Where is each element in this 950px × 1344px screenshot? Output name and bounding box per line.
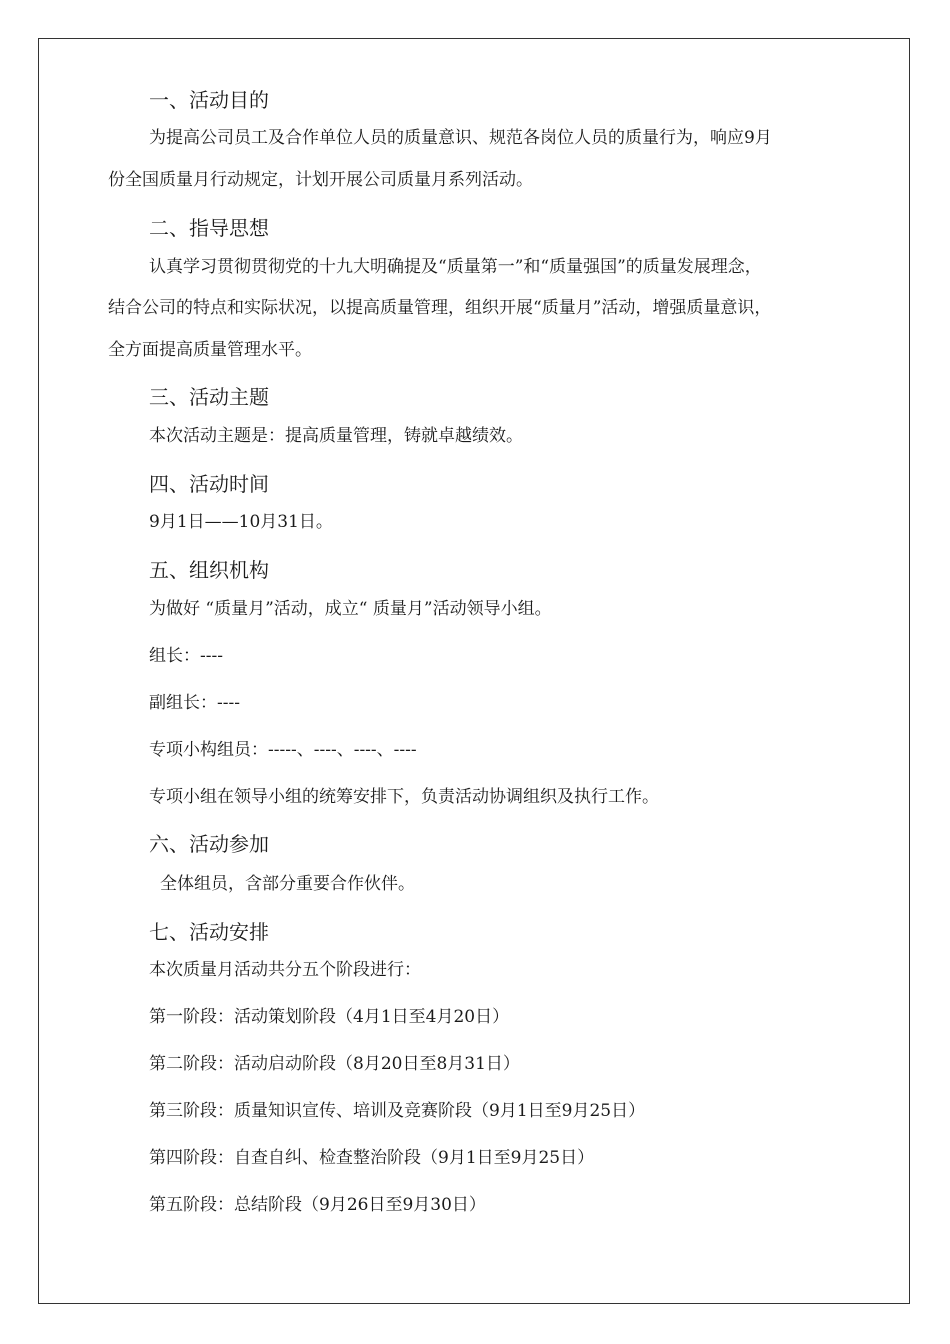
body-text: 为做好 “质量月”活动，成立“ 质量月”活动领导小组。	[149, 599, 552, 619]
section-heading: 四、活动时间	[149, 472, 269, 496]
section-heading: 六、活动参加	[149, 832, 269, 856]
body-text: 认真学习贯彻贯彻党的十九大明确提及“质量第一”和“质量强国”的质量发展理念，	[149, 257, 762, 277]
schedule-item: 第二阶段：活动启动阶段（8月20日至8月31日）	[149, 1054, 520, 1074]
schedule-item: 第一阶段：活动策划阶段（4月1日至4月20日）	[149, 1007, 510, 1027]
section-heading: 一、活动目的	[149, 88, 269, 112]
body-text: 9月1日——10月31日。	[149, 512, 333, 532]
body-text: 专项小组在领导小组的统筹安排下，负责活动协调组织及执行工作。	[149, 787, 659, 807]
body-text: 本次质量月活动共分五个阶段进行：	[149, 960, 421, 980]
body-text: 本次活动主题是：提高质量管理，铸就卓越绩效。	[149, 426, 523, 446]
schedule-item: 第四阶段：自查自纠、检查整治阶段（9月1日至9月25日）	[149, 1148, 595, 1168]
body-text: 副组长：----	[149, 693, 240, 713]
section-heading: 三、活动主题	[149, 385, 269, 409]
body-text: 为提高公司员工及合作单位人员的质量意识、规范各岗位人员的质量行为，响应9月	[149, 128, 772, 148]
section-heading: 二、指导思想	[149, 216, 269, 240]
schedule-item: 第五阶段：总结阶段（9月26日至9月30日）	[149, 1195, 486, 1215]
body-text: 全方面提高质量管理水平。	[108, 340, 312, 360]
section-heading: 七、活动安排	[149, 920, 269, 944]
body-text: 结合公司的特点和实际状况，以提高质量管理，组织开展“质量月”活动，增强质量意识，	[108, 298, 772, 318]
schedule-item: 第三阶段：质量知识宣传、培训及竞赛阶段（9月1日至9月25日）	[149, 1101, 646, 1121]
body-text: 份全国质量月行动规定，计划开展公司质量月系列活动。	[108, 170, 533, 190]
body-text: 全体组员，含部分重要合作伙伴。	[160, 874, 415, 894]
body-text: 专项小构组员：-----、----、----、----	[149, 740, 417, 760]
body-text: 组长：----	[149, 646, 223, 666]
section-heading: 五、组织机构	[149, 558, 269, 582]
